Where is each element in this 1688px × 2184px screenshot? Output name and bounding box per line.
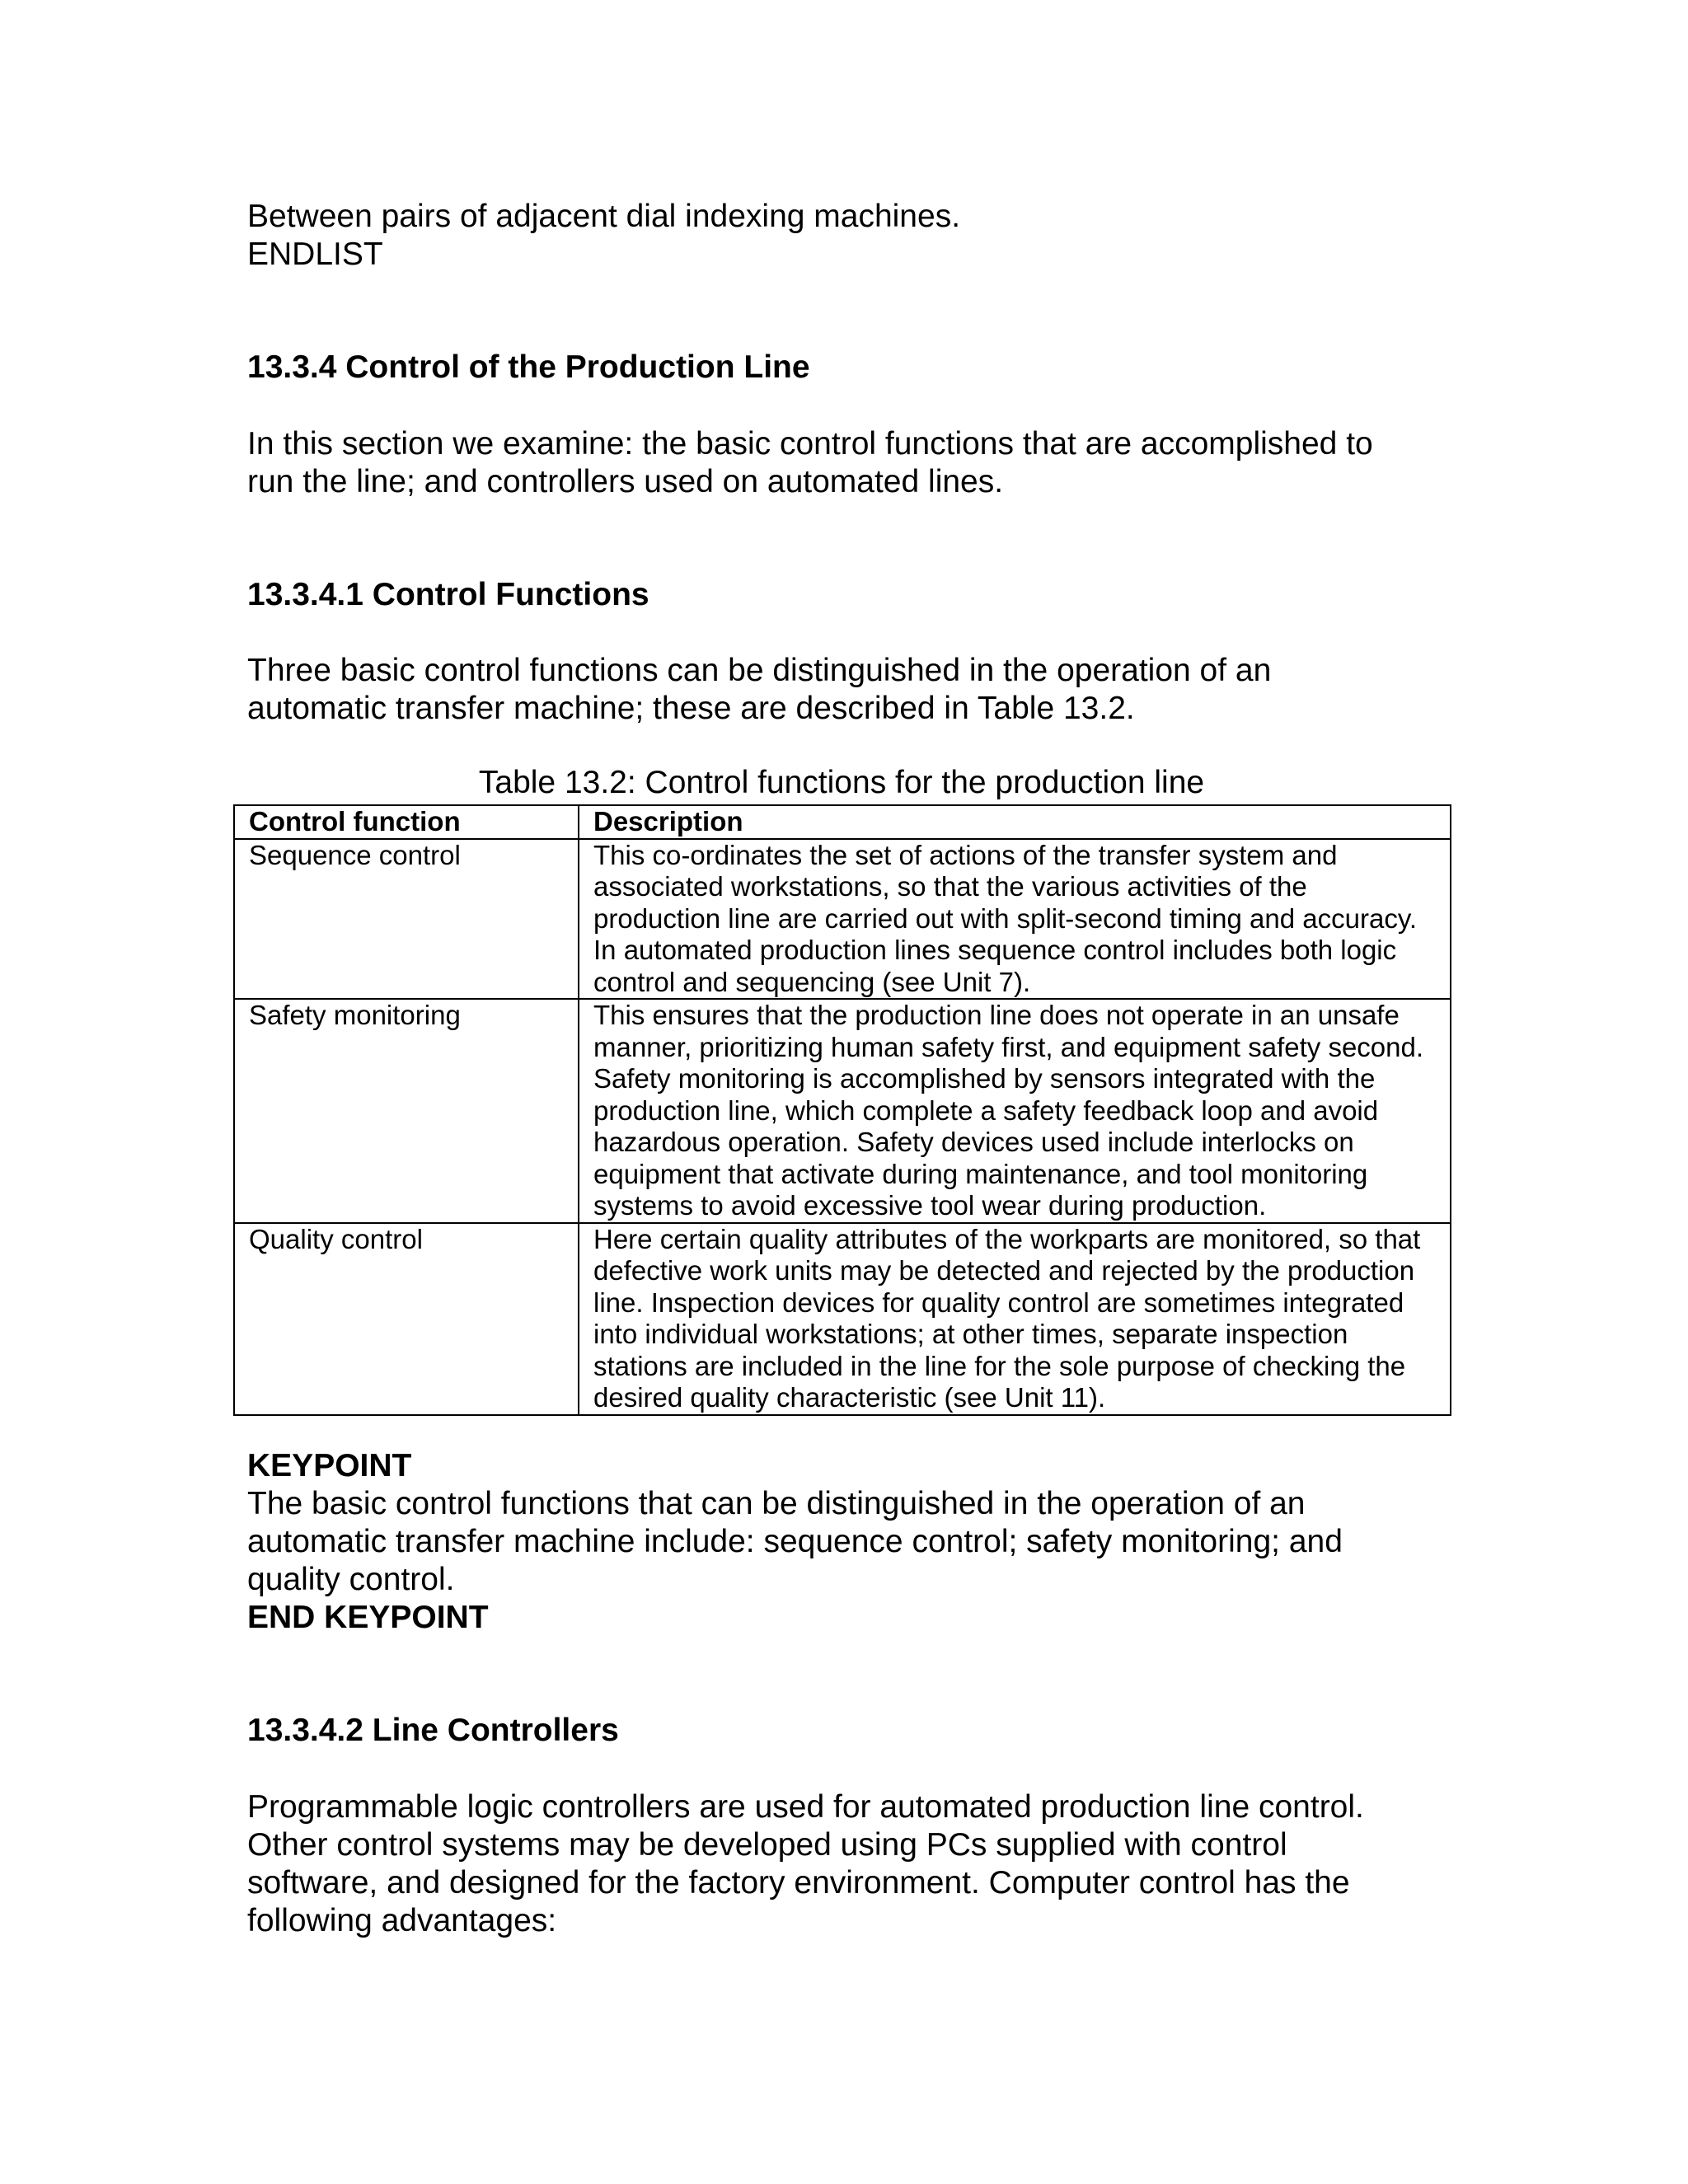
section-heading-control-of-production-line: 13.3.4 Control of the Production Line xyxy=(247,349,810,385)
table-row xyxy=(234,1223,1451,1415)
table-row xyxy=(234,999,1451,1223)
table-header-row xyxy=(234,805,1451,839)
table-header-control-function: Control function xyxy=(234,805,579,839)
table-header-description: Description xyxy=(579,805,1451,839)
section-paragraph-line-controllers: Programmable logic controllers are used for automated production line control. Other control systems may be developed using PCs supplied with control software, and designed for the factory environment. Computer control has the following advantages: xyxy=(247,1789,1364,1938)
section-heading-control-functions: 13.3.4.1 Control Functions xyxy=(247,577,649,612)
table-cell-description: This co-ordinates the set of actions of the transfer system and associated workstations, so that the various activities of the production line are carried out with split-second timing and accuracy. In automated production lines sequence control includes both logic control and sequencing (see Unit 7). xyxy=(579,839,1451,1000)
section-heading-line-controllers: 13.3.4.2 Line Controllers xyxy=(247,1713,619,1748)
table-cell-function: Sequence control xyxy=(234,839,579,1000)
keypoint-end-label: END KEYPOINT xyxy=(247,1600,489,1635)
table-cell-description: Here certain quality attributes of the workparts are monitored, so that defective work units may be detected and rejected by the production line. Inspection devices for quality control are sometimes integrated into individual workstations; at other times, separate inspection stations are included in the line for the sole purpose of checking the desired quality characteristic (see Unit 11). xyxy=(579,1223,1451,1415)
control-functions-table xyxy=(233,804,1451,1416)
table-cell-function: Safety monitoring xyxy=(234,999,579,1223)
section-paragraph-control-functions: Three basic control functions can be distinguished in the operation of an automatic transfer machine; these are described in Table 13.2. xyxy=(247,653,1272,726)
section-paragraph-control-of-production-line: In this section we examine: the basic control functions that are accomplished to run the line; and controllers used on automated lines. xyxy=(247,426,1373,499)
table-cell-description: This ensures that the production line does not operate in an unsafe manner, prioritizing human safety first, and equipment safety second. Safety monitoring is accomplished by sensors integrated with the production line, which complete a safety feedback loop and avoid hazardous operation. Safety devices used include interlocks on equipment that activate during maintenance, and tool monitoring systems to avoid excessive tool wear during production. xyxy=(579,999,1451,1223)
keypoint-label: KEYPOINT xyxy=(247,1448,412,1483)
table-caption: Table 13.2: Control functions for the production line xyxy=(478,765,1205,800)
intro-text: Between pairs of adjacent dial indexing machines. ENDLIST xyxy=(247,199,961,272)
table-cell-function: Quality control xyxy=(234,1223,579,1415)
table-row xyxy=(234,839,1451,1000)
keypoint-text: The basic control functions that can be distinguished in the operation of an automatic transfer machine include: sequence control; safety monitoring; and quality control. xyxy=(247,1486,1343,1597)
